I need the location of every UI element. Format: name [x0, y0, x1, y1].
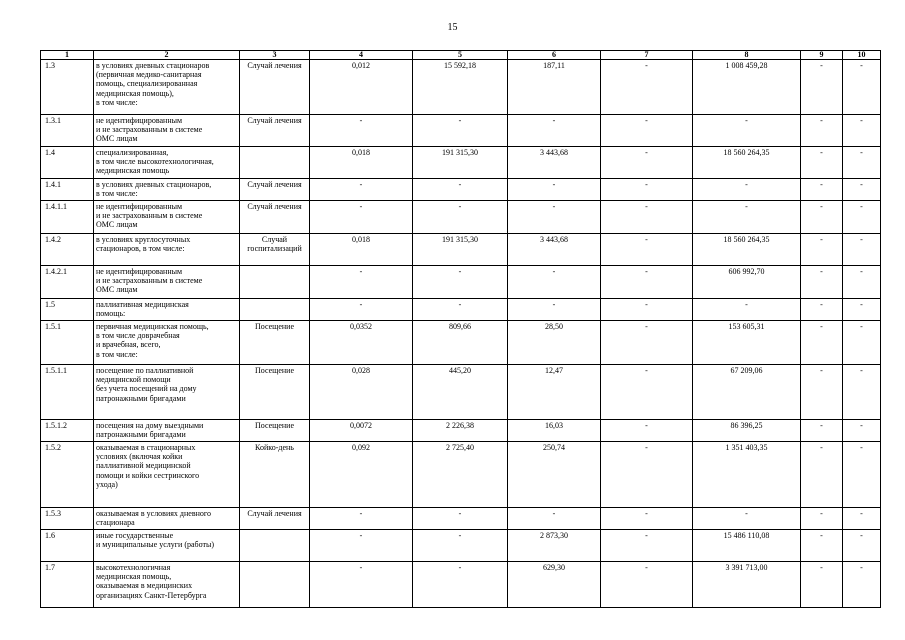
col8-value: 3 391 713,00	[693, 562, 801, 608]
column-header-7: 7	[601, 51, 693, 60]
col5-value: -	[413, 299, 508, 321]
col4-value: -	[310, 530, 413, 562]
col9-value: -	[801, 508, 843, 530]
col10-value: -	[843, 234, 881, 266]
col10-value: -	[843, 147, 881, 179]
col10-value: -	[843, 321, 881, 365]
col10-value: -	[843, 60, 881, 115]
table-header-row	[41, 51, 881, 60]
col6-value: 250,74	[508, 442, 601, 508]
col4-value: -	[310, 266, 413, 299]
row-name: в условиях дневных стационаров (первичная медико-санитарная помощь, специализированная медицинская помощь), в том числе:	[94, 60, 240, 115]
col5-value: 2 725,40	[413, 442, 508, 508]
col9-value: -	[801, 60, 843, 115]
col9-value: -	[801, 266, 843, 299]
col7-value: -	[601, 508, 693, 530]
column-header-6: 6	[508, 51, 601, 60]
row-unit: Посещение	[240, 365, 310, 420]
col6-value: -	[508, 179, 601, 201]
col4-value: -	[310, 115, 413, 147]
col10-value: -	[843, 442, 881, 508]
col8-value: -	[693, 115, 801, 147]
col5-value: -	[413, 179, 508, 201]
tariff-table	[40, 50, 881, 608]
col6-value: 16,03	[508, 420, 601, 442]
col5-value: 15 592,18	[413, 60, 508, 115]
col9-value: -	[801, 365, 843, 420]
row-unit: Случай лечения	[240, 201, 310, 234]
row-name: в условиях дневных стационаров, в том числе:	[94, 179, 240, 201]
row-unit	[240, 530, 310, 562]
col8-value: -	[693, 201, 801, 234]
row-unit: Посещение	[240, 321, 310, 365]
col6-value: -	[508, 115, 601, 147]
column-header-10: 10	[843, 51, 881, 60]
row-unit	[240, 266, 310, 299]
col10-value: -	[843, 420, 881, 442]
col5-value: -	[413, 562, 508, 608]
col4-value: -	[310, 299, 413, 321]
col7-value: -	[601, 562, 693, 608]
row-name: в условиях круглосуточных стационаров, в том числе:	[94, 234, 240, 266]
col7-value: -	[601, 179, 693, 201]
row-unit	[240, 147, 310, 179]
table-row	[41, 442, 881, 508]
col9-value: -	[801, 420, 843, 442]
column-header-5: 5	[413, 51, 508, 60]
col10-value: -	[843, 562, 881, 608]
col5-value: -	[413, 115, 508, 147]
col7-value: -	[601, 115, 693, 147]
col7-value: -	[601, 321, 693, 365]
row-name: оказываемая в условиях дневного стационара	[94, 508, 240, 530]
table-row	[41, 420, 881, 442]
col6-value: -	[508, 266, 601, 299]
column-header-9: 9	[801, 51, 843, 60]
row-unit: Случай лечения	[240, 508, 310, 530]
col4-value: -	[310, 201, 413, 234]
col5-value: 445,20	[413, 365, 508, 420]
col8-value: -	[693, 508, 801, 530]
col6-value: 187,11	[508, 60, 601, 115]
row-number: 1.5.1.1	[41, 365, 94, 420]
row-unit: Случай госпитализаций	[240, 234, 310, 266]
col9-value: -	[801, 147, 843, 179]
col5-value: 191 315,30	[413, 147, 508, 179]
row-name: посещения на дому выездными патронажными бригадами	[94, 420, 240, 442]
col6-value: -	[508, 508, 601, 530]
col8-value: -	[693, 299, 801, 321]
col6-value: 629,30	[508, 562, 601, 608]
row-number: 1.4.2	[41, 234, 94, 266]
col7-value: -	[601, 420, 693, 442]
col4-value: 0,028	[310, 365, 413, 420]
col7-value: -	[601, 266, 693, 299]
row-name: не идентифицированным и не застрахованным в системе ОМС лицам	[94, 115, 240, 147]
row-unit: Койко-день	[240, 442, 310, 508]
row-name: не идентифицированным и не застрахованным в системе ОМС лицам	[94, 201, 240, 234]
col4-value: 0,0072	[310, 420, 413, 442]
table-row	[41, 365, 881, 420]
row-number: 1.5.3	[41, 508, 94, 530]
col10-value: -	[843, 530, 881, 562]
row-number: 1.5.1.2	[41, 420, 94, 442]
col4-value: 0,018	[310, 234, 413, 266]
table-row	[41, 234, 881, 266]
row-name: не идентифицированным и не застрахованным в системе ОМС лицам	[94, 266, 240, 299]
col4-value: -	[310, 179, 413, 201]
col10-value: -	[843, 508, 881, 530]
col7-value: -	[601, 442, 693, 508]
table-row	[41, 530, 881, 562]
row-number: 1.5.2	[41, 442, 94, 508]
column-header-1: 1	[41, 51, 94, 60]
col9-value: -	[801, 201, 843, 234]
col9-value: -	[801, 562, 843, 608]
row-number: 1.7	[41, 562, 94, 608]
table-row	[41, 201, 881, 234]
col9-value: -	[801, 530, 843, 562]
table-row	[41, 508, 881, 530]
col7-value: -	[601, 201, 693, 234]
row-name: паллиативная медицинская помощь:	[94, 299, 240, 321]
col10-value: -	[843, 365, 881, 420]
row-name: посещение по паллиативной медицинской помощи без учета посещений на дому патронажными бригадами	[94, 365, 240, 420]
row-number: 1.3.1	[41, 115, 94, 147]
column-header-2: 2	[94, 51, 240, 60]
row-number: 1.5.1	[41, 321, 94, 365]
col8-value: 606 992,70	[693, 266, 801, 299]
row-unit: Посещение	[240, 420, 310, 442]
page-number: 15	[447, 22, 458, 33]
col5-value: 2 226,38	[413, 420, 508, 442]
row-number: 1.3	[41, 60, 94, 115]
row-name: оказываемая в стационарных условиях (включая койки паллиативной медицинской помощи и койки сестринского ухода)	[94, 442, 240, 508]
column-header-4: 4	[310, 51, 413, 60]
row-number: 1.6	[41, 530, 94, 562]
col8-value: 67 209,06	[693, 365, 801, 420]
col5-value: -	[413, 530, 508, 562]
col5-value: -	[413, 266, 508, 299]
table-row	[41, 321, 881, 365]
col7-value: -	[601, 365, 693, 420]
col6-value: 2 873,30	[508, 530, 601, 562]
table-row	[41, 299, 881, 321]
row-unit	[240, 299, 310, 321]
col6-value: 3 443,68	[508, 234, 601, 266]
col8-value: 86 396,25	[693, 420, 801, 442]
col6-value: -	[508, 299, 601, 321]
column-header-3: 3	[240, 51, 310, 60]
col10-value: -	[843, 179, 881, 201]
col5-value: -	[413, 201, 508, 234]
col4-value: -	[310, 508, 413, 530]
col7-value: -	[601, 60, 693, 115]
table-row	[41, 266, 881, 299]
col5-value: -	[413, 508, 508, 530]
col8-value: 18 560 264,35	[693, 147, 801, 179]
row-unit: Случай лечения	[240, 60, 310, 115]
row-name: высокотехнологичная медицинская помощь, оказываемая в медицинских организациях Санкт-Петербурга	[94, 562, 240, 608]
row-number: 1.5	[41, 299, 94, 321]
col6-value: 28,50	[508, 321, 601, 365]
col5-value: 191 315,30	[413, 234, 508, 266]
row-unit: Случай лечения	[240, 115, 310, 147]
table-row	[41, 179, 881, 201]
table-row	[41, 147, 881, 179]
col10-value: -	[843, 115, 881, 147]
col5-value: 809,66	[413, 321, 508, 365]
col9-value: -	[801, 442, 843, 508]
col6-value: 3 443,68	[508, 147, 601, 179]
col9-value: -	[801, 321, 843, 365]
col6-value: -	[508, 201, 601, 234]
col4-value: 0,012	[310, 60, 413, 115]
col9-value: -	[801, 115, 843, 147]
table-row	[41, 60, 881, 115]
row-number: 1.4.2.1	[41, 266, 94, 299]
row-number: 1.4.1.1	[41, 201, 94, 234]
row-name: иные государственные и муниципальные услуги (работы)	[94, 530, 240, 562]
col8-value: 153 605,31	[693, 321, 801, 365]
col10-value: -	[843, 299, 881, 321]
col9-value: -	[801, 179, 843, 201]
table-row	[41, 115, 881, 147]
col7-value: -	[601, 147, 693, 179]
row-name: специализированная, в том числе высокотехнологичная, медицинская помощь	[94, 147, 240, 179]
row-name: первичная медицинская помощь, в том числе доврачебная и врачебная, всего, в том числе:	[94, 321, 240, 365]
row-number: 1.4	[41, 147, 94, 179]
col8-value: 1 008 459,28	[693, 60, 801, 115]
table-row	[41, 562, 881, 608]
row-unit: Случай лечения	[240, 179, 310, 201]
col7-value: -	[601, 234, 693, 266]
col8-value: 1 351 403,35	[693, 442, 801, 508]
col7-value: -	[601, 299, 693, 321]
col8-value: 18 560 264,35	[693, 234, 801, 266]
col8-value: -	[693, 179, 801, 201]
col10-value: -	[843, 201, 881, 234]
col4-value: 0,018	[310, 147, 413, 179]
column-header-8: 8	[693, 51, 801, 60]
col6-value: 12,47	[508, 365, 601, 420]
col7-value: -	[601, 530, 693, 562]
col9-value: -	[801, 299, 843, 321]
col8-value: 15 486 110,08	[693, 530, 801, 562]
col4-value: 0,092	[310, 442, 413, 508]
row-number: 1.4.1	[41, 179, 94, 201]
col10-value: -	[843, 266, 881, 299]
col4-value: -	[310, 562, 413, 608]
col9-value: -	[801, 234, 843, 266]
col4-value: 0,0352	[310, 321, 413, 365]
row-unit	[240, 562, 310, 608]
